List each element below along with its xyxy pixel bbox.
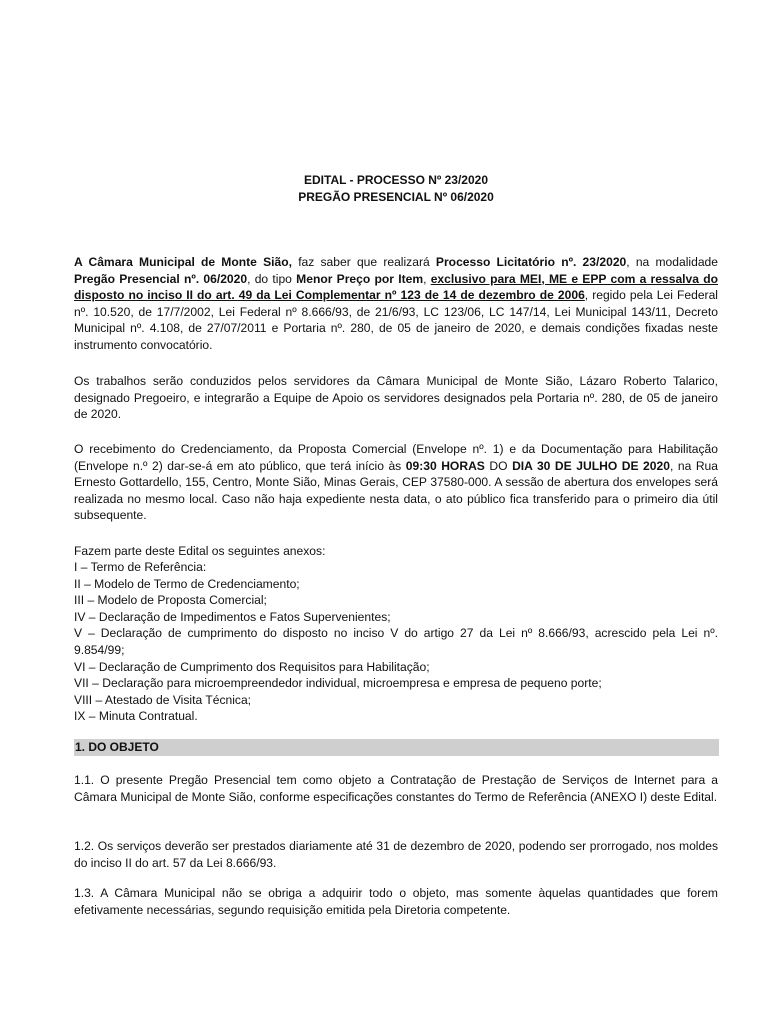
conduct-paragraph: Os trabalhos serão conduzidos pelos servidores da Câmara Municipal de Monte Sião, Lázaro Roberto Talarico, designado Pregoeiro, e integrarão a Equipe de Apoio os servidores designados pela Portaria nº. 280, de 05 de janeiro de 2020. — [74, 374, 718, 422]
text-run: O recebimento do Credenciamento, da Proposta Comercial (Envelope nº. 1) e da Documentação para Habilitação (Envelope n.º 2) dar-se-á em ato público, que terá início às — [74, 442, 718, 473]
title-process: EDITAL - PROCESSO Nº 23/2020 — [304, 173, 488, 187]
text-run: , do tipo — [247, 271, 297, 286]
intro-paragraph — [74, 254, 718, 354]
exclusivity-clause: exclusivo para MEI, ME e EPP com a ressalva do disposto no inciso II do art. 49 da Lei Complementar nº 123 de 14 de dezembro de 2006 — [74, 271, 718, 303]
session-paragraph — [74, 441, 718, 524]
annex-item: VII – Declaração para microempreendedor individual, microempresa e empresa de pequeno porte; — [74, 676, 602, 691]
text-run: , na modalidade — [626, 255, 719, 269]
annex-item: III – Modelo de Proposta Comercial; — [74, 593, 267, 608]
pregao-number: Pregão Presencial nº. 06/2020 — [74, 271, 248, 286]
text-run: , na Rua Ernesto Gottardello, 155, Centro, Monte Sião, Minas Gerais, CEP 37580-000. A sessão de abertura dos envelopes será realizada no mesmo local. Caso não haja expediente nesta data, o ato público fica transferido para o primeiro dia útil subsequente. — [74, 458, 718, 523]
pregao-type: Menor Preço por Item — [296, 271, 424, 286]
text-run: , regido pela Lei Federal nº. 10.520, de 17/7/2002, Lei Federal nº 8.666/93, de 21/6/93, LC 123/06, LC 147/14, Lei Municipal 143/11, Decreto Municipal nº. 4.108, de 27/07/2011 e Portaria nº. 280, de 05 de janeiro de 2020, e demais condições fixadas neste instrumento convocatório. — [74, 288, 718, 352]
annexes-heading: Fazem parte deste Edital os seguintes anexos: — [74, 544, 326, 558]
annex-item: V – Declaração de cumprimento do disposto no inciso V do artigo 27 da Lei nº 8.666/93, acrescido pela Lei nº. 9.854/99; — [74, 626, 718, 657]
clause-1-3: 1.3. A Câmara Municipal não se obriga a adquirir todo o objeto, mas somente àquelas quantidades que forem efetivamente necessárias, segundo requisição emitida pela Diretoria competente. — [74, 886, 718, 917]
clause-1-1: 1.1. O presente Pregão Presencial tem como objeto a Contratação de Prestação de Serviços de Internet para a Câmara Municipal de Monte Sião, conforme especificações constantes do Termo de Referência (ANEXO I) deste Edital. — [74, 773, 718, 804]
annex-item: IX – Minuta Contratual. — [74, 709, 198, 724]
annex-item: I – Termo de Referência: — [74, 560, 207, 574]
session-time: 09:30 HORAS — [405, 458, 485, 473]
annex-item: VIII – Atestado de Visita Técnica; — [74, 692, 252, 707]
document-title — [74, 172, 718, 206]
annex-item: VI – Declaração de Cumprimento dos Requisitos para Habilitação; — [74, 659, 430, 674]
annex-item: II – Modelo de Termo de Credenciamento; — [74, 576, 300, 591]
text-run: DO — [484, 458, 513, 473]
process-number: Processo Licitatório nº. 23/2020 — [435, 255, 627, 269]
session-date: DIA 30 DE JULHO DE 2020 — [512, 458, 670, 473]
section-heading-objeto: 1. DO OBJETO — [74, 739, 719, 756]
text-run: faz saber que realizará — [292, 255, 436, 269]
text-run: , — [423, 271, 431, 286]
title-pregao: PREGÃO PRESENCIAL Nº 06/2020 — [298, 190, 494, 204]
annex-item: IV – Declaração de Impedimentos e Fatos Supervenientes; — [74, 609, 391, 624]
clause-1-2: 1.2. Os serviços deverão ser prestados diariamente até 31 de dezembro de 2020, podendo ser prorrogado, nos moldes do inciso II do art. 57 da Lei 8.666/93. — [74, 839, 718, 870]
org-name: A Câmara Municipal de Monte Sião, — [74, 255, 292, 269]
annexes-list — [74, 559, 718, 725]
